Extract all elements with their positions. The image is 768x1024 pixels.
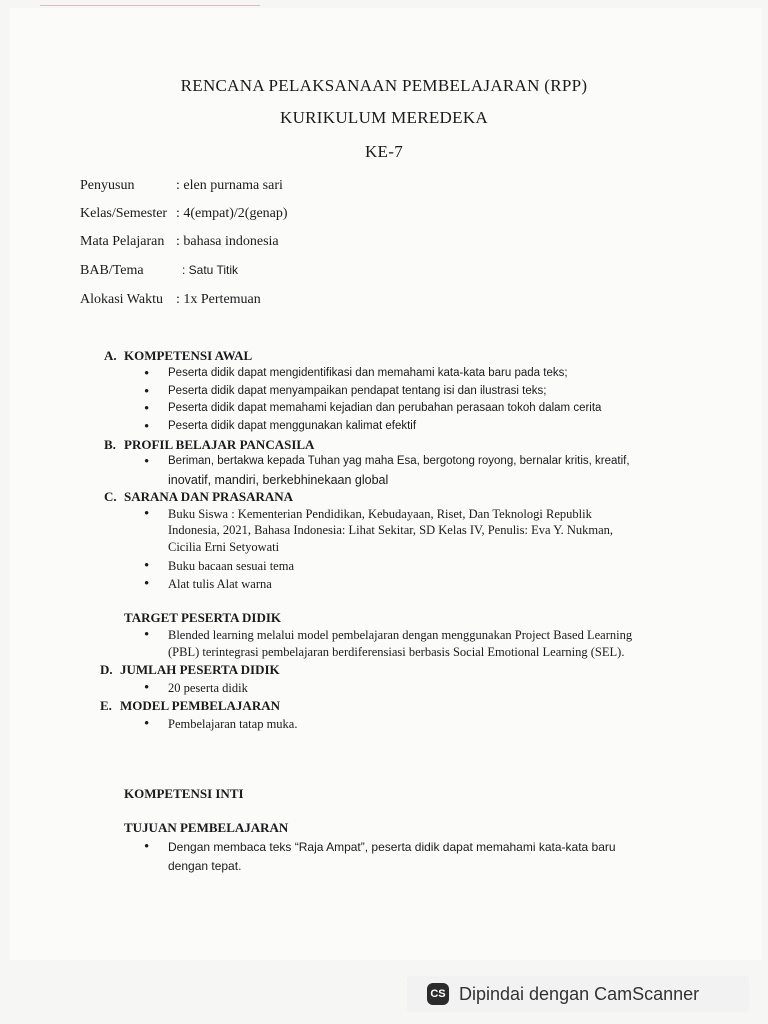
kompetensi-inti-heading: KOMPETENSI INTI — [124, 786, 244, 801]
meta-label: BAB/Tema — [80, 263, 144, 278]
meta-label: Penyusun — [80, 178, 135, 193]
section-letter: B. — [104, 437, 116, 452]
section-letter: E. — [100, 698, 112, 713]
section-a-heading — [104, 348, 252, 364]
doc-meeting-number: KE-7 — [364, 142, 404, 161]
section-e-heading — [100, 698, 280, 714]
section-letter: D. — [100, 662, 113, 677]
meta-value: : 4(empat)/2(genap) — [176, 206, 288, 221]
meta-penyusun — [80, 178, 283, 194]
doc-subtitle: KURIKULUM MEREDEKA — [280, 108, 488, 127]
meta-alokasi-waktu — [80, 292, 261, 308]
section-d-heading — [100, 662, 280, 678]
meta-kelas-semester — [80, 206, 288, 222]
scan-artifact — [40, 5, 260, 6]
meta-bab-tema — [80, 263, 238, 279]
meta-value: : bahasa indonesia — [176, 234, 279, 249]
section-title: SARANA DAN PRASARANA — [124, 489, 294, 504]
meta-label: Kelas/Semester — [80, 206, 168, 221]
doc-title: RENCANA PELAKSANAAN PEMBELAJARAN (RPP) — [180, 76, 588, 95]
tujuan-heading: TUJUAN PEMBELAJARAN — [124, 820, 289, 835]
section-letter: C. — [104, 489, 117, 504]
section-title: JUMLAH PESERTA DIDIK — [120, 662, 280, 677]
camscanner-watermark — [407, 976, 749, 1012]
watermark-text: Dipindai dengan CamScanner — [459, 983, 700, 1004]
meta-value: : elen purnama sari — [176, 178, 283, 193]
section-title: PROFIL BELAJAR PANCASILA — [124, 437, 315, 452]
list-item-continuation: (PBL) terintegrasi pembelajaran berdiferensiasi berbasis Social Emotional Learning (SEL). — [168, 645, 625, 659]
target-heading: TARGET PESERTA DIDIK — [124, 610, 282, 625]
meta-value: : Satu Titik — [182, 263, 239, 277]
meta-mata-pelajaran — [80, 234, 279, 250]
section-title: KOMPETENSI AWAL — [124, 348, 253, 363]
list-item-continuation: dengan tepat. — [168, 859, 242, 873]
list-item-continuation: inovatif, mandiri, berkebhinekaan global — [168, 473, 389, 487]
camscanner-logo-icon: CS — [427, 983, 449, 1005]
section-b-heading — [104, 437, 314, 453]
list-item-continuation: Cicilia Erni Setyowati — [168, 540, 280, 554]
meta-label: Alokasi Waktu — [80, 292, 163, 307]
section-letter: A. — [104, 348, 117, 363]
meta-value: : 1x Pertemuan — [176, 292, 261, 307]
section-title: MODEL PEMBELAJARAN — [120, 698, 280, 713]
list-item-continuation: Indonesia, 2021, Bahasa Indonesia: Lihat Sekitar, SD Kelas IV, Penulis: Eva Y. Nukman, — [168, 523, 614, 537]
meta-label: Mata Pelajaran — [80, 234, 165, 249]
section-c-heading — [104, 489, 293, 505]
